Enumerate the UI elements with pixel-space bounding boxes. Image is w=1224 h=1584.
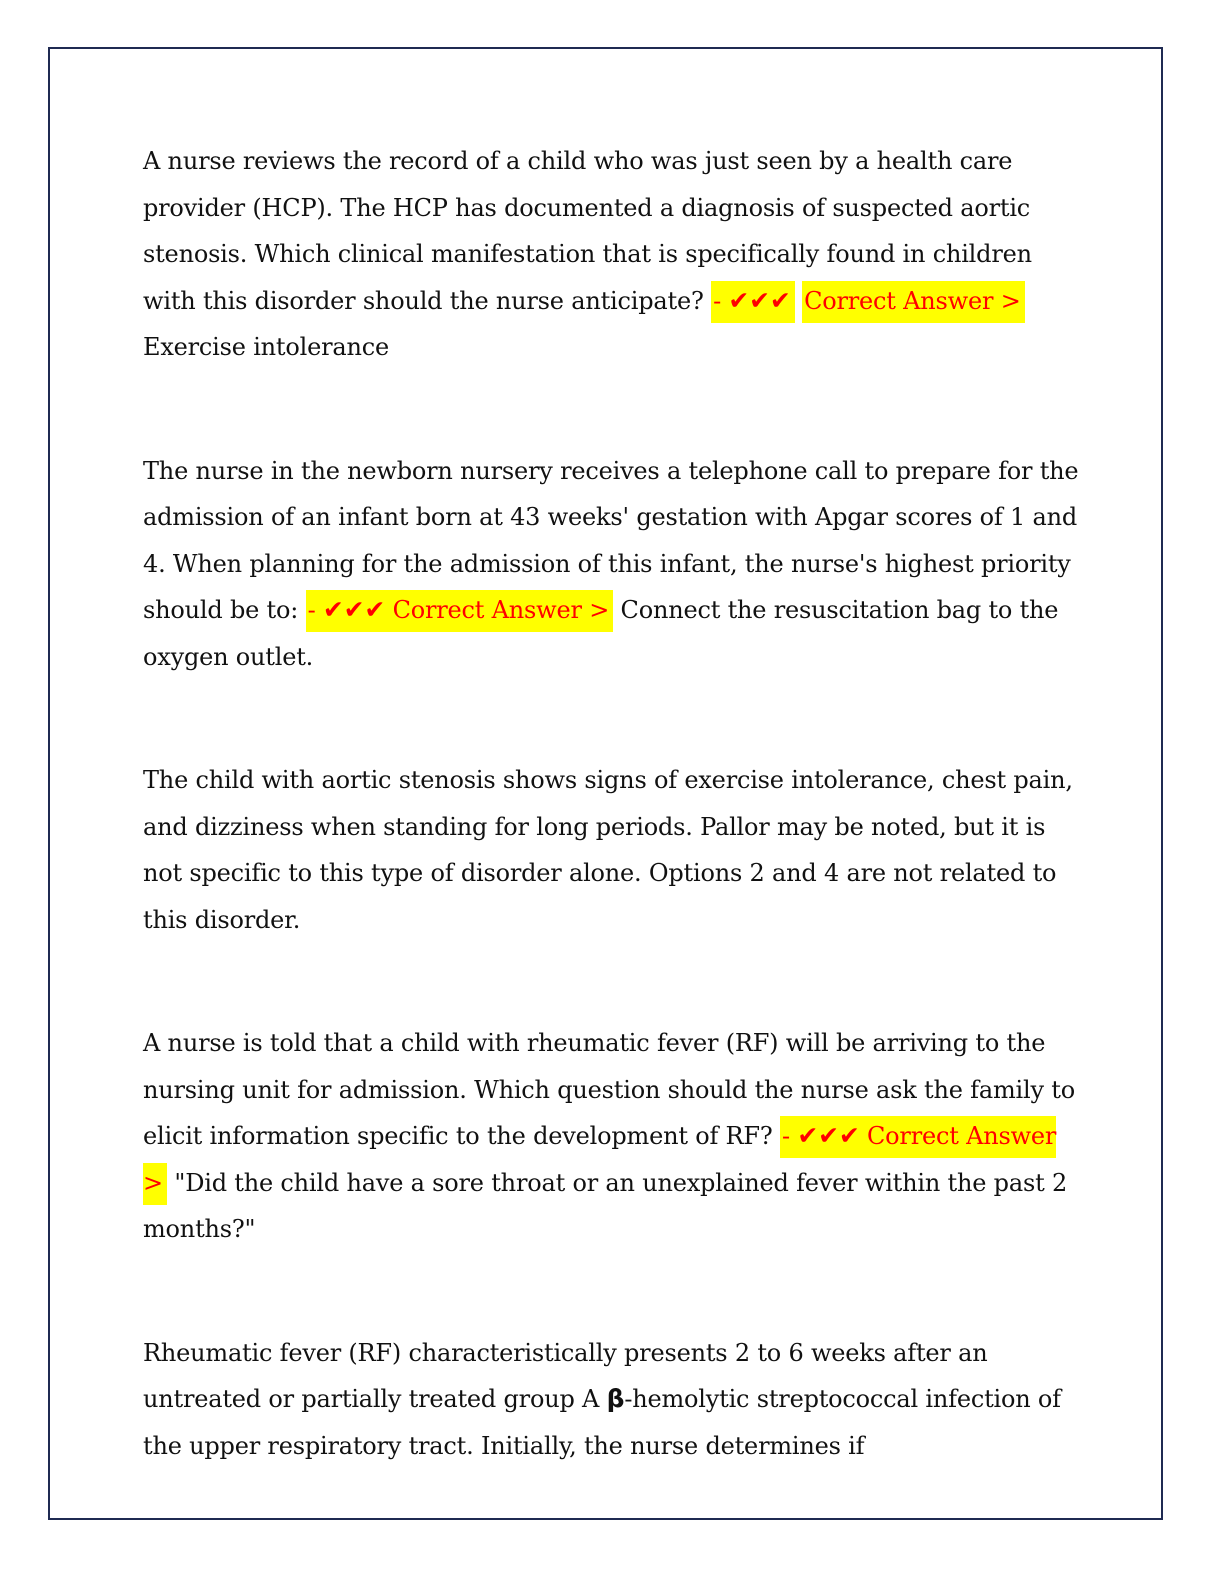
beta-symbol: β — [606, 1384, 625, 1413]
answer-text: "Did the child have a sore throat or an unexplained fever within the past 2 months?" — [143, 1168, 1068, 1243]
marker-dash: - — [781, 1122, 798, 1150]
marker-dash: - — [713, 286, 729, 315]
document-body — [143, 138, 1083, 1469]
answer-text: Exercise intolerance — [143, 333, 389, 361]
question-rheumatic-fever — [143, 1020, 1083, 1253]
correct-answer-marker — [306, 590, 614, 632]
checkmarks-icon: ✔✔✔ — [728, 285, 791, 315]
correct-answer-label: Correct Answer > — [802, 281, 1025, 323]
question-aortic-stenosis — [143, 138, 1083, 371]
paragraph-text: Rheumatic fever (RF) characteristically presents 2 to 6 weeks after an untreated or partially treated group A — [143, 1338, 988, 1413]
paragraph-text: -hemolytic streptococcal infection of the upper respiratory tract. Initially, the nurse determines if — [143, 1385, 1061, 1460]
marker-dash: - — [307, 596, 323, 624]
checkmarks-icon: ✔✔✔ — [322, 595, 386, 624]
question-text: The nurse in the newborn nursery receives a telephone call to prepare for the admission of an infant born at 43 weeks' gestation with Apgar scores of 1 and 4. When planning for the admission of this infant, the nurse's highest priority should be to: — [143, 456, 1079, 624]
correct-answer-label: Correct Answer > — [385, 596, 610, 624]
answer-text: Connect the resuscitation bag to the oxygen outlet. — [143, 596, 1059, 671]
question-newborn-admission — [143, 448, 1083, 681]
rationale-aortic-stenosis: The child with aortic stenosis shows signs of exercise intolerance, chest pain, and dizziness when standing for long periods. Pallor may be noted, but it is not specific to this type of disorder alone. Options 2 and 4 are not related to this disorder. — [143, 766, 1073, 934]
correct-answer-marker — [711, 281, 795, 323]
correct-answer-label: Correct Answer > — [143, 1122, 1057, 1197]
rationale-rheumatic-fever — [143, 1330, 1083, 1470]
question-text: A nurse reviews the record of a child who was just seen by a health care provider (HCP). The HCP has documented a diagnosis of suspected aortic stenosis. Which clinical manifestation that is specifically found in children with this disorder should the nurse anticipate? — [143, 147, 1032, 315]
question-text: A nurse is told that a child with rheumatic fever (RF) will be arriving to the nursing unit for admission. Which question should the nurse ask the family to elicit information specific to the development of RF? — [143, 1029, 1075, 1150]
checkmarks-icon: ✔✔✔ — [797, 1121, 860, 1150]
